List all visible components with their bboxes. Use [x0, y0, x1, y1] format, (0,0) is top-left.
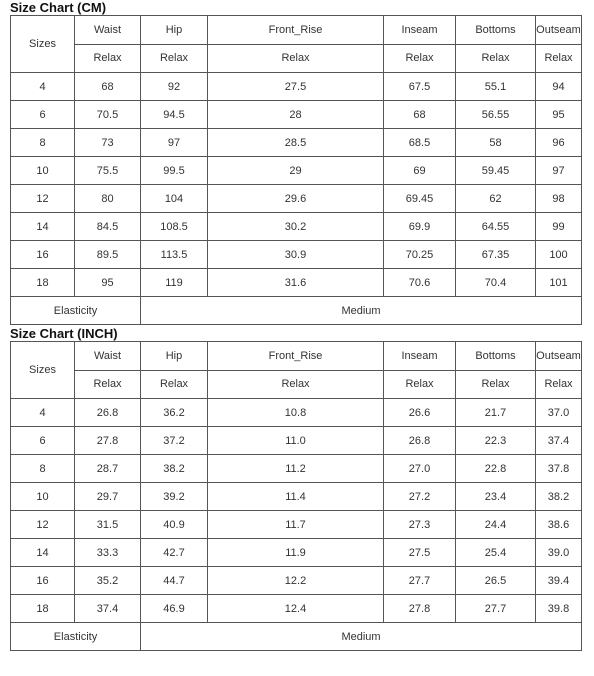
size-cell: 10 — [11, 483, 75, 511]
value-cell: 27.5 — [384, 539, 456, 567]
table-row — [11, 241, 582, 269]
value-cell: 92 — [141, 73, 208, 101]
value-cell: 38.6 — [536, 511, 582, 539]
value-cell: 62 — [456, 185, 536, 213]
value-cell: 37.0 — [536, 399, 582, 427]
value-cell: 27.7 — [456, 595, 536, 623]
value-cell: 99.5 — [141, 157, 208, 185]
value-cell: 24.4 — [456, 511, 536, 539]
size-cell: 8 — [11, 129, 75, 157]
table-row — [11, 399, 582, 427]
value-cell: 39.4 — [536, 567, 582, 595]
table-row — [11, 511, 582, 539]
value-cell: 27.3 — [384, 511, 456, 539]
size-cell: 14 — [11, 539, 75, 567]
elasticity-row — [11, 297, 582, 325]
value-cell: 101 — [536, 269, 582, 297]
column-header: Hip — [141, 16, 208, 45]
fit-cell: Relax — [536, 370, 582, 399]
size-cell: 16 — [11, 241, 75, 269]
value-cell: 40.9 — [141, 511, 208, 539]
table-row — [11, 185, 582, 213]
value-cell: 27.8 — [384, 595, 456, 623]
value-cell: 28.7 — [75, 455, 141, 483]
value-cell: 26.8 — [75, 399, 141, 427]
value-cell: 27.7 — [384, 567, 456, 595]
size-cell: 6 — [11, 427, 75, 455]
inch-size-table — [10, 341, 582, 651]
value-cell: 67.5 — [384, 73, 456, 101]
value-cell: 31.5 — [75, 511, 141, 539]
value-cell: 37.4 — [75, 595, 141, 623]
size-cell: 4 — [11, 73, 75, 101]
value-cell: 80 — [75, 185, 141, 213]
value-cell: 119 — [141, 269, 208, 297]
value-cell: 75.5 — [75, 157, 141, 185]
value-cell: 36.2 — [141, 399, 208, 427]
value-cell: 97 — [141, 129, 208, 157]
fit-cell: Relax — [75, 44, 141, 73]
column-header: Hip — [141, 342, 208, 371]
value-cell: 11.7 — [208, 511, 384, 539]
column-header: Bottoms — [456, 16, 536, 45]
value-cell: 96 — [536, 129, 582, 157]
fit-cell: Relax — [536, 44, 582, 73]
value-cell: 37.8 — [536, 455, 582, 483]
elasticity-label: Elasticity — [11, 297, 141, 325]
fit-cell: Relax — [75, 370, 141, 399]
fit-cell: Relax — [456, 44, 536, 73]
size-cell: 18 — [11, 595, 75, 623]
value-cell: 56.55 — [456, 101, 536, 129]
value-cell: 69 — [384, 157, 456, 185]
value-cell: 33.3 — [75, 539, 141, 567]
value-cell: 30.2 — [208, 213, 384, 241]
value-cell: 23.4 — [456, 483, 536, 511]
value-cell: 35.2 — [75, 567, 141, 595]
value-cell: 69.9 — [384, 213, 456, 241]
fit-cell: Relax — [141, 370, 208, 399]
fit-cell: Relax — [384, 44, 456, 73]
size-cell: 8 — [11, 455, 75, 483]
value-cell: 89.5 — [75, 241, 141, 269]
elasticity-row — [11, 623, 582, 651]
value-cell: 37.2 — [141, 427, 208, 455]
value-cell: 27.0 — [384, 455, 456, 483]
value-cell: 68 — [384, 101, 456, 129]
sizes-header: Sizes — [11, 16, 75, 73]
value-cell: 10.8 — [208, 399, 384, 427]
value-cell: 29.7 — [75, 483, 141, 511]
table-row — [11, 539, 582, 567]
value-cell: 99 — [536, 213, 582, 241]
fit-row — [11, 44, 582, 73]
column-header: Outseam — [536, 342, 582, 371]
value-cell: 73 — [75, 129, 141, 157]
value-cell: 94 — [536, 73, 582, 101]
value-cell: 11.4 — [208, 483, 384, 511]
column-header: Outseam — [536, 16, 582, 45]
value-cell: 12.4 — [208, 595, 384, 623]
elasticity-label: Elasticity — [11, 623, 141, 651]
cm-size-table — [10, 15, 582, 325]
value-cell: 46.9 — [141, 595, 208, 623]
table-row — [11, 73, 582, 101]
table-row — [11, 213, 582, 241]
value-cell: 55.1 — [456, 73, 536, 101]
value-cell: 58 — [456, 129, 536, 157]
elasticity-value: Medium — [141, 297, 582, 325]
fit-row — [11, 370, 582, 399]
value-cell: 26.8 — [384, 427, 456, 455]
table-row — [11, 595, 582, 623]
column-header: Front_Rise — [208, 342, 384, 371]
value-cell: 39.2 — [141, 483, 208, 511]
value-cell: 104 — [141, 185, 208, 213]
value-cell: 12.2 — [208, 567, 384, 595]
value-cell: 30.9 — [208, 241, 384, 269]
value-cell: 39.0 — [536, 539, 582, 567]
column-header: Inseam — [384, 16, 456, 45]
value-cell: 21.7 — [456, 399, 536, 427]
value-cell: 69.45 — [384, 185, 456, 213]
sizes-header: Sizes — [11, 342, 75, 399]
value-cell: 38.2 — [141, 455, 208, 483]
value-cell: 11.9 — [208, 539, 384, 567]
size-cell: 18 — [11, 269, 75, 297]
value-cell: 70.5 — [75, 101, 141, 129]
value-cell: 26.5 — [456, 567, 536, 595]
value-cell: 26.6 — [384, 399, 456, 427]
fit-cell: Relax — [456, 370, 536, 399]
table-row — [11, 567, 582, 595]
fit-cell: Relax — [208, 370, 384, 399]
fit-cell: Relax — [208, 44, 384, 73]
fit-cell: Relax — [384, 370, 456, 399]
value-cell: 70.25 — [384, 241, 456, 269]
table-row — [11, 455, 582, 483]
inch-chart-title: Size Chart (INCH) — [10, 326, 118, 341]
value-cell: 95 — [75, 269, 141, 297]
value-cell: 25.4 — [456, 539, 536, 567]
size-cell: 16 — [11, 567, 75, 595]
value-cell: 31.6 — [208, 269, 384, 297]
value-cell: 95 — [536, 101, 582, 129]
value-cell: 70.4 — [456, 269, 536, 297]
elasticity-value: Medium — [141, 623, 582, 651]
value-cell: 11.0 — [208, 427, 384, 455]
value-cell: 28 — [208, 101, 384, 129]
value-cell: 97 — [536, 157, 582, 185]
header-row — [11, 342, 582, 371]
value-cell: 44.7 — [141, 567, 208, 595]
header-row — [11, 16, 582, 45]
cm-chart-title: Size Chart (CM) — [10, 0, 107, 15]
value-cell: 22.3 — [456, 427, 536, 455]
size-cell: 12 — [11, 511, 75, 539]
value-cell: 27.2 — [384, 483, 456, 511]
value-cell: 98 — [536, 185, 582, 213]
size-cell: 10 — [11, 157, 75, 185]
table-row — [11, 427, 582, 455]
size-cell: 6 — [11, 101, 75, 129]
value-cell: 67.35 — [456, 241, 536, 269]
value-cell: 22.8 — [456, 455, 536, 483]
value-cell: 38.2 — [536, 483, 582, 511]
value-cell: 94.5 — [141, 101, 208, 129]
table-row — [11, 483, 582, 511]
value-cell: 70.6 — [384, 269, 456, 297]
value-cell: 84.5 — [75, 213, 141, 241]
value-cell: 100 — [536, 241, 582, 269]
column-header: Inseam — [384, 342, 456, 371]
table-row — [11, 101, 582, 129]
fit-cell: Relax — [141, 44, 208, 73]
size-cell: 12 — [11, 185, 75, 213]
value-cell: 108.5 — [141, 213, 208, 241]
size-cell: 14 — [11, 213, 75, 241]
value-cell: 28.5 — [208, 129, 384, 157]
column-header: Waist — [75, 342, 141, 371]
value-cell: 59.45 — [456, 157, 536, 185]
value-cell: 68 — [75, 73, 141, 101]
value-cell: 42.7 — [141, 539, 208, 567]
column-header: Bottoms — [456, 342, 536, 371]
table-row — [11, 129, 582, 157]
size-cell: 4 — [11, 399, 75, 427]
value-cell: 37.4 — [536, 427, 582, 455]
value-cell: 11.2 — [208, 455, 384, 483]
value-cell: 27.5 — [208, 73, 384, 101]
table-row — [11, 157, 582, 185]
value-cell: 68.5 — [384, 129, 456, 157]
column-header: Front_Rise — [208, 16, 384, 45]
column-header: Waist — [75, 16, 141, 45]
value-cell: 64.55 — [456, 213, 536, 241]
value-cell: 29.6 — [208, 185, 384, 213]
table-row — [11, 269, 582, 297]
value-cell: 113.5 — [141, 241, 208, 269]
value-cell: 39.8 — [536, 595, 582, 623]
value-cell: 27.8 — [75, 427, 141, 455]
value-cell: 29 — [208, 157, 384, 185]
